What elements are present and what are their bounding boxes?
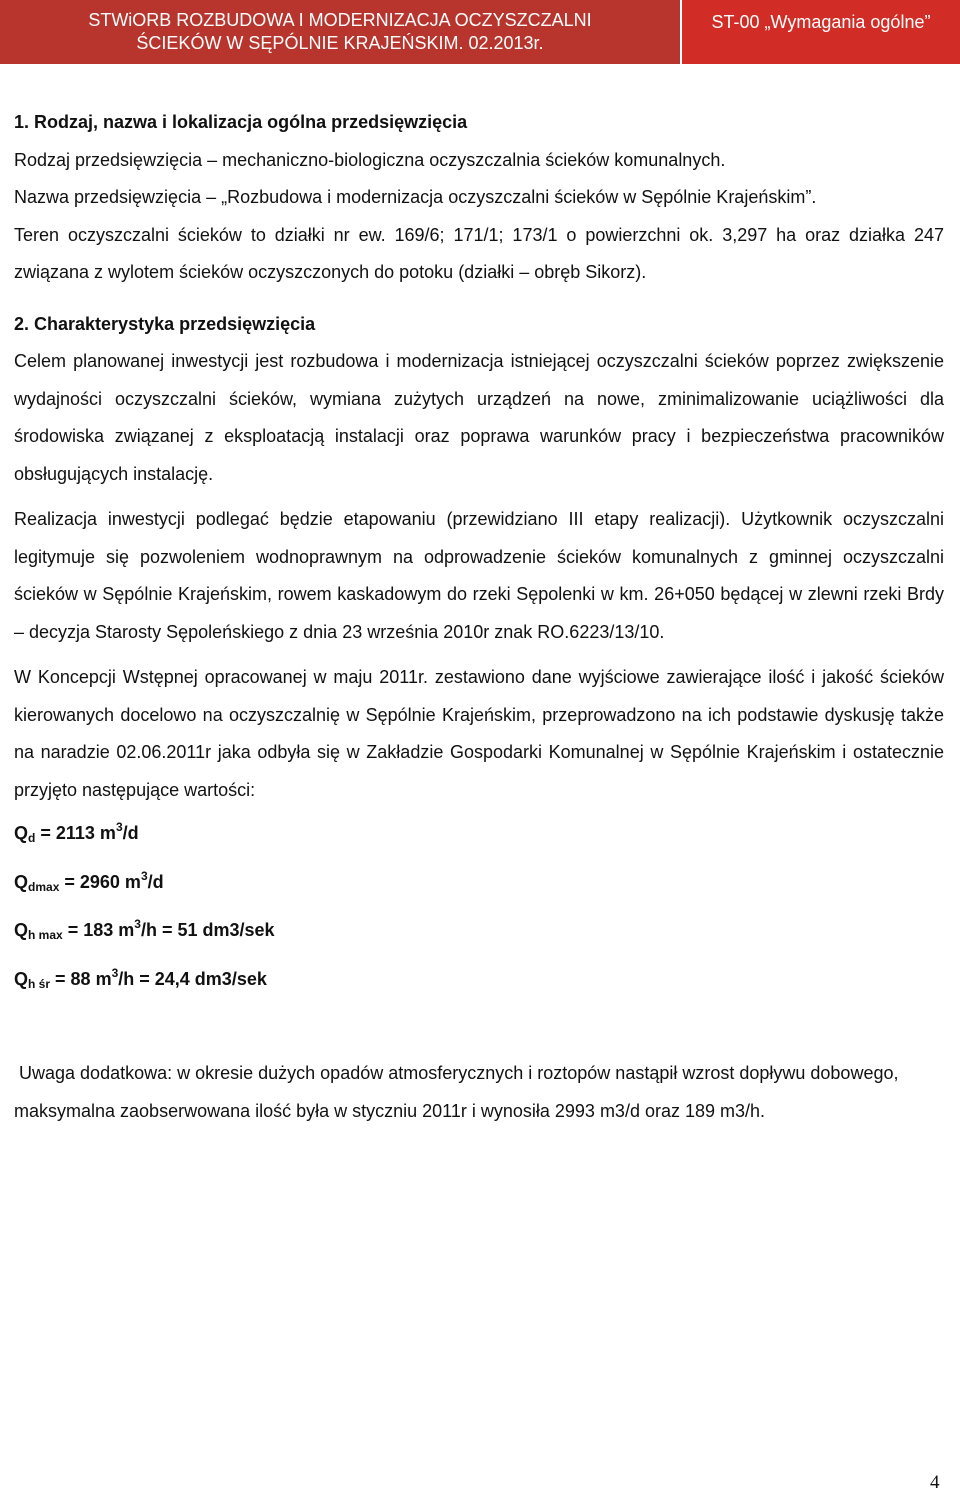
formula-qhmax: $Q_{h max} = 183$ $m^3/h = 51$ dm3/sek	[14, 917, 275, 942]
formula-qd: $Q_d = 2113$ $m^3/d$	[14, 820, 139, 845]
section2-heading: 2. Charakterystyka przedsięwzięcia	[14, 313, 316, 334]
formula-qdmax: $Q_{dmax} = 2960$ $m^3/d$	[14, 868, 164, 894]
section1-type: Rodzaj przedsięwzięcia – mechaniczno-biologiczna oczyszczalnia ścieków komunalnych.	[14, 149, 726, 170]
formula-qhsr: $Q_{h śr} = 88$ $m^3/h = 24,4$ dm3/sek	[14, 965, 267, 991]
header-title-block	[0, 0, 680, 64]
document-body	[14, 104, 944, 1130]
section2-realization: Realizacja inwestycji podlegać będzie etapowaniu (przewidziano III etapy realizacji). Użytkownik oczyszczalni legitymuje się pozwoleniem wodnoprawnym na odprowadzenie ścieków komunalnych z gminnej oczyszczalni ścieków w Sępólnie Krajeńskim, rowem kaskadowym do rzeki Sępolenki w km. 26+050 będącej w zlewni rzeki Brdy – decyzja Starosty Sępoleńskiego z dnia 23 września 2010r znak RO.6223/13/10.	[14, 509, 944, 642]
header-spec-code: ST-00 „Wymagania ogólne”	[682, 0, 960, 64]
header-title-line1: STWiORB ROZBUDOWA I MODERNIZACJA OCZYSZCZALNI	[88, 10, 592, 30]
section1-location: Teren oczyszczalni ścieków to działki nr ew. 169/6; 171/1; 173/1 o powierzchni ok. 3,297 ha oraz działka 247 związana z wylotem ścieków oczyszczonych do potoku (działki – obręb Sikorz).	[14, 224, 944, 282]
header-title-line2: ŚCIEKÓW W SĘPÓLNIE KRAJEŃSKIM. 02.2013r.	[136, 33, 544, 53]
spacer	[14, 1003, 944, 1055]
additional-note: Uwaga dodatkowa: w okresie dużych opadów atmosferycznych i roztopów nastąpił wzrost dopływu dobowego, maksymalna zaobserwowana ilość była w styczniu 2011r i wynosiła 2993 m3/d oraz 189 m3/h.	[14, 1063, 904, 1121]
page-header	[0, 0, 960, 64]
section2-goal: Celem planowanej inwestycji jest rozbudowa i modernizacja istniejącej oczyszczalni ścieków poprzez zwiększenie wydajności oczyszczalni ścieków, wymiana zużytych urządzeń na nowe, zminimalizowanie uciążliwości dla środowiska związanej z eksploatacją instalacji oraz poprawa warunków pracy i bezpieczeństwa pracowników obsługujących instalację.	[14, 351, 944, 484]
spacer	[14, 292, 944, 306]
section1-name: Nazwa przedsięwzięcia – „Rozbudowa i modernizacja oczyszczalni ścieków w Sępólnie Krajeńskim”.	[14, 187, 817, 207]
page-number: 4	[930, 1472, 940, 1493]
section2-concept: W Koncepcji Wstępnej opracowanej w maju 2011r. zestawiono dane wyjściowe zawierające ilość i jakość ścieków kierowanych docelowo na oczyszczalnię w Sępólnie Krajeńskim, przeprowadzono na ich podstawie dyskusję także na naradzie 02.06.2011r jaka odbyła się w Zakładzie Gospodarki Komunalnej w Sępólnie Krajeńskim i ostatecznie przyjęto następujące wartości:	[14, 667, 944, 800]
spacer	[14, 651, 944, 659]
section1-heading: 1. Rodzaj, nazwa i lokalizacja ogólna przedsięwzięcia	[14, 112, 468, 132]
spacer	[14, 493, 944, 501]
